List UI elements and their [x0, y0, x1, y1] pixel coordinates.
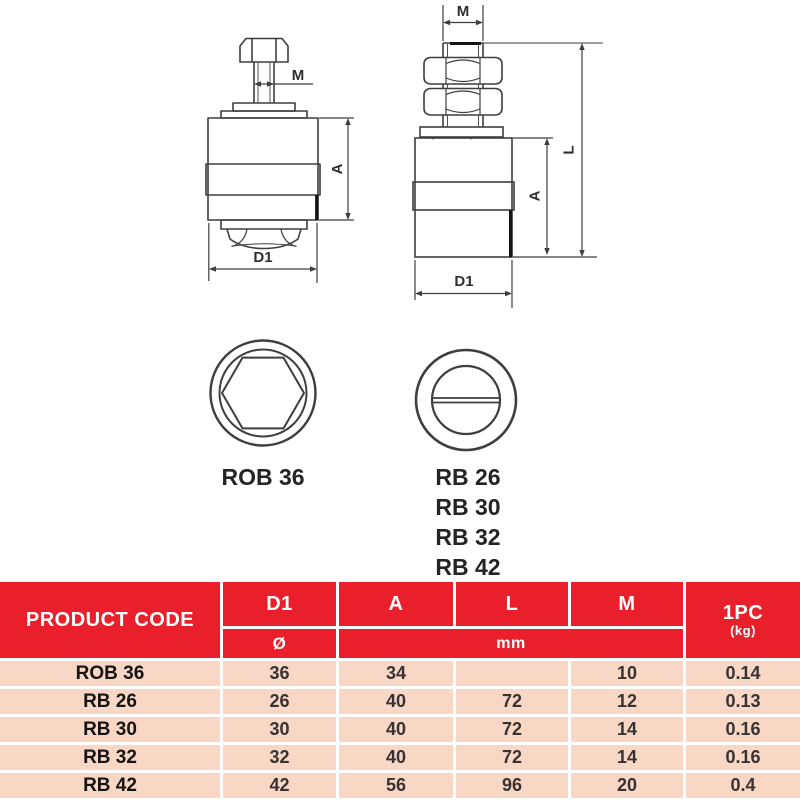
- rob-side-view-drawing: [190, 30, 365, 292]
- rob36-hex-socket: [222, 358, 304, 429]
- table-row: [0, 773, 800, 798]
- table-cell: 0.4: [686, 773, 800, 798]
- table-cell: 40: [339, 689, 453, 714]
- dim-label-d1: D1: [454, 273, 474, 290]
- hex-nut: [424, 89, 502, 116]
- table-cell: 0.16: [686, 717, 800, 742]
- table-cell: 56: [339, 773, 453, 798]
- col-header-l: L: [456, 582, 568, 626]
- dim-label-d1: D1: [253, 249, 273, 266]
- table-header: [0, 582, 800, 658]
- table-cell: 14: [571, 717, 683, 742]
- rob36-label: ROB 36: [221, 464, 305, 490]
- table-row: [0, 661, 800, 686]
- col-header-1pc: [686, 582, 800, 658]
- diameter-symbol-header: Ø: [223, 629, 336, 658]
- table-cell: 0.14: [686, 661, 800, 686]
- product-code-cell: ROB 36: [0, 661, 220, 686]
- table-cell: 20: [571, 773, 683, 798]
- product-code-cell: RB 32: [0, 745, 220, 770]
- roller-body: [415, 138, 512, 257]
- dim-label-m: M: [291, 67, 305, 84]
- col-header-product-code: PRODUCT CODE: [0, 582, 220, 658]
- table-cell: 72: [456, 717, 568, 742]
- dim-label-l: L: [560, 145, 578, 155]
- table-cell: 36: [223, 661, 336, 686]
- table-cell: 12: [571, 689, 683, 714]
- table-cell: 32: [223, 745, 336, 770]
- table-cell: 96: [456, 773, 568, 798]
- rb-size-label: RB 42: [435, 554, 501, 580]
- table-cell: [456, 661, 568, 686]
- table-cell: 42: [223, 773, 336, 798]
- table-cell: 34: [339, 661, 453, 686]
- bottom-views-drawing: [180, 330, 600, 580]
- rb-size-label: RB 32: [435, 524, 501, 550]
- table-cell: 40: [339, 717, 453, 742]
- rb-side-view-drawing: [400, 0, 610, 315]
- table-cell: 72: [456, 745, 568, 770]
- hex-nut: [424, 58, 502, 85]
- spec-table: [0, 582, 800, 798]
- table-cell: 72: [456, 689, 568, 714]
- product-code-cell: RB 42: [0, 773, 220, 798]
- table-row: [0, 689, 800, 714]
- table-cell: 30: [223, 717, 336, 742]
- product-code-cell: RB 26: [0, 689, 220, 714]
- table-row: [0, 745, 800, 770]
- table-cell: 0.16: [686, 745, 800, 770]
- table-cell: 40: [339, 745, 453, 770]
- mm-unit-header: mm: [339, 629, 683, 658]
- product-code-cell: RB 30: [0, 717, 220, 742]
- rb-size-label: RB 26: [435, 464, 501, 490]
- kg-unit-label: (kg): [730, 622, 756, 638]
- dim-label-a: A: [329, 163, 346, 175]
- rob36-outer-circle: [211, 341, 316, 446]
- bolt-head: [240, 39, 288, 63]
- dim-label-a: A: [526, 190, 544, 202]
- col-header-d1: D1: [223, 582, 336, 626]
- col-header-a: A: [339, 582, 453, 626]
- 1pc-label: 1PC: [722, 601, 764, 624]
- rb-size-label: RB 30: [435, 494, 501, 520]
- rb-labels: [435, 462, 500, 582]
- roller-body: [208, 118, 318, 220]
- table-cell: 26: [223, 689, 336, 714]
- table-cell: 14: [571, 745, 683, 770]
- table-cell: 0.13: [686, 689, 800, 714]
- dim-label-m: M: [456, 3, 470, 20]
- col-header-m: M: [571, 582, 683, 626]
- table-cell: 10: [571, 661, 683, 686]
- table-row: [0, 717, 800, 742]
